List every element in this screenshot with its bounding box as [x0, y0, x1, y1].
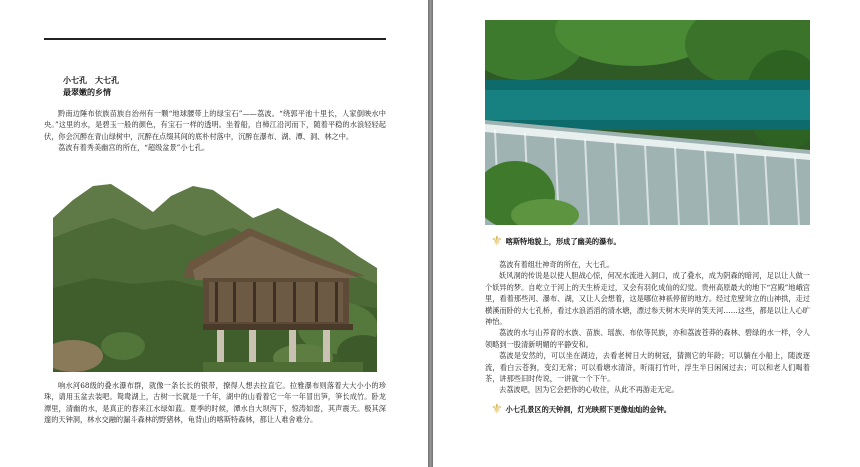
- fleur-de-lis-icon: ⚜: [491, 234, 503, 249]
- article-title: 小七孔 大七孔: [63, 75, 119, 85]
- paragraph: 黔南边陲布依族苗族自治州有一颗“地球腰带上的绿宝石”——荔波。“绕郭平池十里长，人家倒映水中央。”这里的水，是碧玉一般的颜色，有宝石一样的透明。坐着船，自樟江沿河而下，随着平稳的水浪轻轻起伏，你会沉醉在青山绿树中，沉醉在点缀其间的底朴村落中，沉醉在瀑布、湖、潭、洞、林之中。: [44, 109, 386, 141]
- paragraph: 响水河68级的叠水瀑布群，就像一条长长的银带，撩得人想去拉直它。拉雅瀑布则落着大大小小的珍珠，请用玉盆去装吧。鸳鸯湖上，古树一长就是一千年，湖中的山看着它一年一年冒出笋，笋长成竹。卧龙潭里，清幽的水，是真正的春来江水绿如蓝。夏季的时候，潭水自大坝泻下，惊涛如雷，其声震天。极其深邃的天钟洞，林水交融的漏斗森林的野猪林，龟背山的喀斯特森林，都让人难舍难分。: [44, 381, 386, 425]
- top-rule: [44, 38, 386, 40]
- photo-caption-waterfall: [491, 236, 621, 247]
- right-body-text: [485, 259, 810, 396]
- paragraph: 荔波是安然的，可以坐在湖边，去看老树日大的树冠，猜测它的年龄；可以躺在小船上，随波逐流，看白云苍狗，变幻无常；可以看塘水清浒，听雨打竹叶，浮生半日闲闲过去；可以和老人们喝着茶，讲那些旧时传说，一讲就一个下午。: [485, 351, 810, 384]
- left-page: [0, 0, 428, 467]
- photo-caption-cave: [491, 404, 671, 415]
- paragraph: 荔波有着秀美幽宫的所在，“超级盆景”小七孔。: [58, 143, 210, 153]
- bottom-text: [44, 380, 386, 426]
- article-subtitle: 最翠嫩的乡情: [63, 87, 111, 97]
- caption-text: 小七孔景区的天钟洞，灯光映照下更像灿灿的金钟。: [505, 405, 671, 414]
- fleur-de-lis-icon: ⚜: [491, 402, 503, 417]
- paragraph: 去荔波吧，因为它会把你的心收住，从此不再游走无定。: [499, 385, 679, 395]
- pavilion-photo: [53, 178, 377, 372]
- article-heading: [63, 74, 119, 98]
- paragraph: 荔波的水与山养育的水族、苗族、瑶族、布依等民族，亦和荔波苍莽的森林、碧绿的水一样，令人领略到一股清新明媚的平静安和。: [485, 328, 810, 349]
- paragraph: 荔波有着组壮神奇的所在，大七孔。: [499, 260, 615, 269]
- paragraph: 妖风洞的传说是以使人胆战心惊，何况水流进入洞口，成了叠水，成为阴森的暗河，足以让人做一个妖异的梦。自屹立于河上的天生桥走过，又会有羽化成仙的幻觉。贵州高原最大的地下“宫殿”地峨宫里，看着那些河、瀑布、湖，又让人会想着，这是哪位神祇停留的地方。经过危壁耸立的山神拱，走过横溪而卧的大七孔桥，看过水浪滔滔的清水塘，漂过参天树木夹岸的笑天河……这些，都是以让人心旷神怡。: [485, 271, 810, 327]
- caption-text: 喀斯特地貌上，形成了幽美的瀑布。: [505, 237, 621, 246]
- intro-text: [44, 108, 386, 154]
- waterfall-photo: [485, 20, 810, 225]
